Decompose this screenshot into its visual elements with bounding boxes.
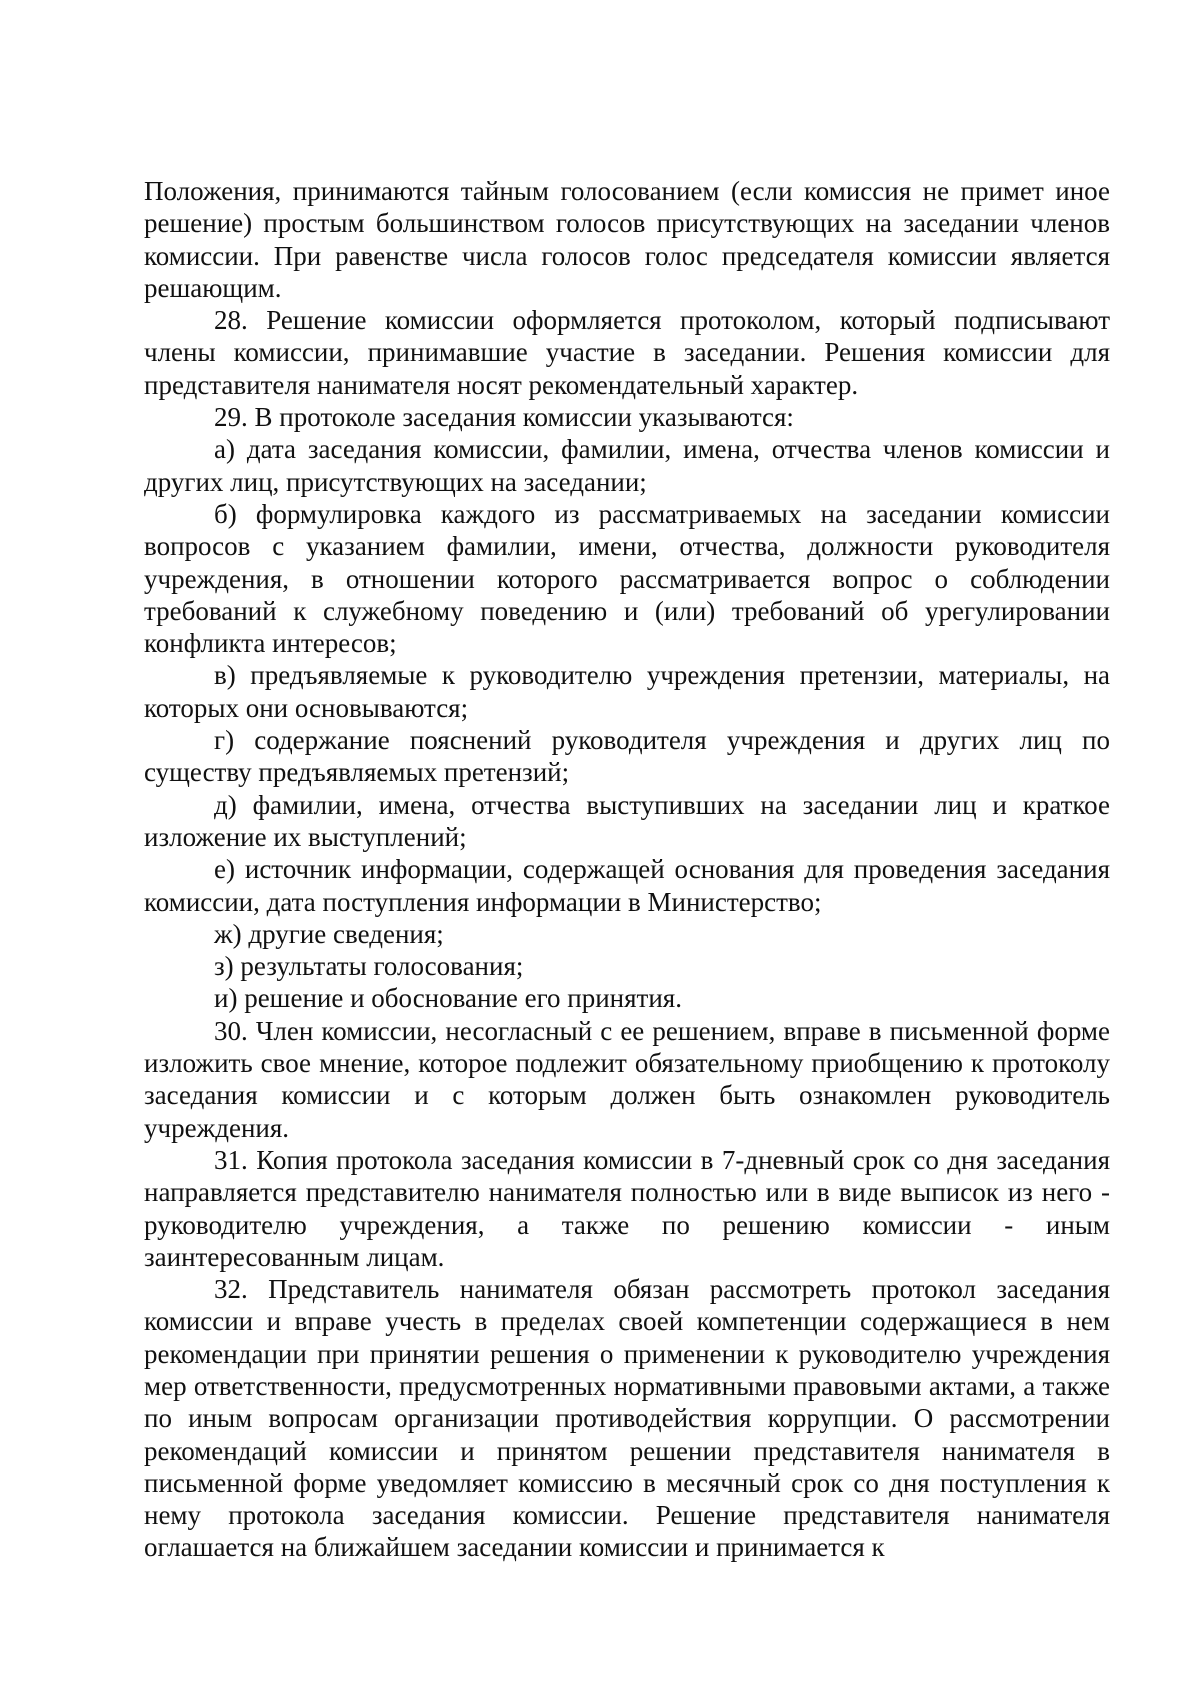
paragraph-28: 28. Решение комиссии оформляется протоколом, который подписывают члены комиссии, принимавшие участие в заседании. Решения комиссии для представителя нанимателя носят рекомендательный характер.: [144, 305, 1110, 400]
paragraph-29-a: а) дата заседания комиссии, фамилии, имена, отчества членов комиссии и других лиц, присутствующих на заседании;: [144, 434, 1110, 497]
paragraph-continuation: Положения, принимаются тайным голосованием (если комиссия не примет иное решение) простым большинством голосов присутствующих на заседании членов комиссии. При равенстве числа голосов голос председателя комиссии является решающим.: [144, 176, 1110, 303]
paragraph-29-v: в) предъявляемые к руководителю учреждения претензии, материалы, на которых они основываются;: [144, 660, 1110, 723]
paragraph-29-g: г) содержание пояснений руководителя учреждения и других лиц по существу предъявляемых претензий;: [144, 725, 1110, 788]
paragraph-30: 30. Член комиссии, несогласный с ее решением, вправе в письменной форме изложить свое мнение, которое подлежит обязательному приобщению к протоколу заседания комиссии и с которым должен быть ознакомлен руководитель учреждения.: [144, 1015, 1110, 1143]
paragraph-29-z: з) результаты голосования;: [214, 951, 524, 982]
paragraph-29-i: и) решение и обоснование его принятия.: [214, 983, 682, 1014]
paragraph-29: 29. В протоколе заседания комиссии указываются:: [214, 402, 794, 433]
paragraph-29-d: д) фамилии, имена, отчества выступивших на заседании лиц и краткое изложение их выступлений;: [144, 789, 1110, 852]
paragraph-29-e: е) источник информации, содержащей основания для проведения заседания комиссии, дата поступления информации в Министерство;: [144, 854, 1110, 917]
paragraph-32: 32. Представитель нанимателя обязан рассмотреть протокол заседания комиссии и вправе учесть в пределах своей компетенции содержащиеся в нем рекомендации при принятии решения о применении к руководителю учреждения мер ответственности, предусмотренных нормативными правовыми актами, а также по иным вопросам организации противодействия коррупции. О рассмотрении рекомендаций комиссии и принятом решении представителя нанимателя в письменной форме уведомляет комиссию в месячный срок со дня поступления к нему протокола заседания комиссии. Решение представителя нанимателя оглашается на ближайшем заседании комиссии и принимается к: [144, 1274, 1110, 1563]
paragraph-31: 31. Копия протокола заседания комиссии в 7-дневный срок со дня заседания направляется представителю нанимателя полностью или в виде выписок из него - руководителю учреждения, а также по решению комиссии - иным заинтересованным лицам.: [144, 1144, 1110, 1272]
document-page: [144, 175, 1110, 1564]
paragraph-29-zh: ж) другие сведения;: [214, 918, 444, 949]
paragraph-29-b: б) формулировка каждого из рассматриваемых на заседании комиссии вопросов с указанием фамилии, имени, отчества, должности руководителя учреждения, в отношении которого рассматривается вопрос о соблюдении требований к служебному поведению и (или) требований об урегулировании конфликта интересов;: [144, 498, 1110, 659]
